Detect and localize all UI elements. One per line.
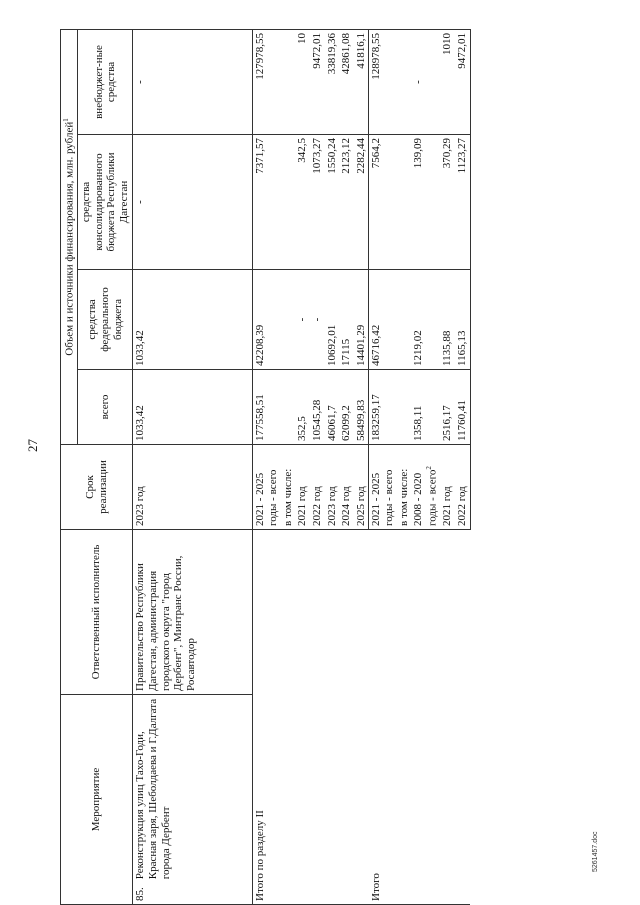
consolidated-cell (281, 135, 296, 270)
federal-cell (411, 270, 440, 370)
offbudget-cell (411, 29, 440, 134)
period-cell-text: 2024 год (340, 486, 353, 526)
consolidated-cell (339, 135, 354, 270)
funding-table (60, 29, 471, 905)
total-cell-text: 352,5 (296, 416, 309, 441)
offbudget-cell-text: 9472,01 (455, 32, 468, 69)
offbudget-cell (310, 29, 325, 134)
total-cell (281, 370, 296, 445)
total-cell (369, 370, 397, 445)
period-cell-text: 2008 - 2020 годы - всего (412, 469, 439, 526)
federal-cell (397, 270, 412, 370)
grand-total-label: Итого (369, 530, 470, 905)
period-cell (295, 445, 310, 530)
total-cell (253, 370, 281, 445)
federal-cell-text: 46716,42 (370, 324, 383, 366)
period-cell-text: в том числе: (281, 468, 294, 526)
offbudget-cell (354, 29, 369, 134)
offbudget-cell (440, 29, 455, 134)
period-cell-text: 2022 год (310, 486, 323, 526)
offbudget-cell (369, 29, 397, 134)
consolidated-cell-text: 1073,27 (310, 138, 323, 174)
offbudget-cell-text: 128978,55 (370, 32, 383, 80)
offbudget-cell-text: 41816,1 (354, 32, 367, 69)
federal-cell-text: 1219,02 (412, 330, 425, 366)
offbudget-cell (253, 29, 281, 134)
federal-cell-text: 42208,39 (254, 324, 267, 366)
consolidated-cell-text: 139,09 (412, 138, 425, 169)
consolidated-cell-text: 7371,57 (254, 138, 267, 174)
federal-cell-text: - (310, 317, 323, 322)
consolidated-cell (411, 135, 440, 270)
consolidated-cell-text: 2123,12 (340, 138, 353, 174)
consolidated-cell: - (133, 135, 253, 270)
event-name: Реконструкция улиц Тахо-Годи, Красная заря, Шеболдаева и Г.Далгата города Дербент (134, 698, 172, 880)
consolidated-cell (455, 135, 470, 270)
federal-cell (325, 270, 340, 370)
total-cell (455, 370, 470, 445)
consolidated-cell (354, 135, 369, 270)
total-cell-text: 58499,83 (354, 399, 367, 441)
total-cell-text: 10545,28 (310, 399, 323, 441)
offbudget-cell (281, 29, 296, 134)
federal-cell (455, 270, 470, 370)
consolidated-cell (440, 135, 455, 270)
offbudget-cell-text: 10 (296, 32, 309, 44)
total-cell (310, 370, 325, 445)
period-cell-text: 2021 год (296, 486, 309, 526)
offbudget-cell (325, 29, 340, 134)
total-cell-text: 177558,51 (254, 394, 267, 441)
consolidated-cell-text: 1123,27 (455, 138, 468, 174)
period-cell (310, 445, 325, 530)
federal-cell-text: 17115 (340, 338, 353, 366)
total-cell (440, 370, 455, 445)
federal-cell (281, 270, 296, 370)
header-funding-text: Объем и источники финансирования, млн. рублей (63, 121, 76, 356)
section-2-summary (253, 29, 369, 904)
offbudget-cell-text: - (412, 80, 425, 84)
total-cell-text: 183259,17 (370, 394, 383, 441)
total-cell (325, 370, 340, 445)
period-cell (354, 445, 369, 530)
period-cell (411, 445, 440, 530)
federal-cell: 1033,42 (133, 270, 253, 370)
funding-table-sheet (60, 30, 580, 905)
table-row-85 (133, 29, 253, 904)
period-footnote: 2 (424, 466, 433, 470)
period-cell-text: 2021 год (441, 486, 454, 526)
header-executor: Ответственный исполнитель (61, 530, 133, 695)
total-cell-text: 2516,17 (441, 405, 454, 441)
offbudget-cell (295, 29, 310, 134)
offbudget-cell-text: 9472,01 (310, 32, 323, 69)
header-period: Срок реализации (61, 445, 133, 530)
event-cell (133, 695, 253, 905)
header-funding (61, 29, 78, 444)
federal-cell (253, 270, 281, 370)
period-cell (325, 445, 340, 530)
period-cell-text: в том числе: (397, 468, 410, 526)
document-reference: 5261457.doc (592, 831, 599, 872)
period-cell (281, 445, 296, 530)
total-cell (411, 370, 440, 445)
section-2-row (253, 29, 281, 904)
offbudget-cell-text: 1010 (441, 32, 454, 55)
offbudget-cell-text: 127978,55 (254, 32, 267, 80)
total-cell (295, 370, 310, 445)
federal-cell (295, 270, 310, 370)
header-event: Мероприятие (61, 695, 133, 905)
header-offbudget: внебюджет-ные средства (78, 29, 133, 134)
period-cell-text: 2025 год (354, 486, 367, 526)
period-cell (455, 445, 470, 530)
offbudget-cell (397, 29, 412, 134)
consolidated-cell-text: 342,5 (296, 138, 309, 163)
consolidated-cell-text: 370,29 (441, 138, 454, 169)
offbudget-cell-text: 33819,36 (325, 32, 338, 75)
total-cell (339, 370, 354, 445)
federal-cell (310, 270, 325, 370)
period-cell (253, 445, 281, 530)
period-cell (339, 445, 354, 530)
total-cell (397, 370, 412, 445)
federal-cell-text: 14401,29 (354, 324, 367, 366)
federal-cell-text: 1135,88 (441, 330, 454, 366)
total-cell-text: 62099,2 (340, 405, 353, 441)
federal-cell (354, 270, 369, 370)
row-number: 85. (134, 887, 147, 901)
offbudget-cell (455, 29, 470, 134)
consolidated-cell-text: 7564,2 (370, 138, 383, 169)
consolidated-cell (310, 135, 325, 270)
consolidated-cell-text: 2282,44 (354, 138, 367, 174)
period-cell-text: 2023 год (325, 486, 338, 526)
period-cell-text: 2021 - 2025 годы - всего (254, 469, 279, 526)
consolidated-cell (369, 135, 397, 270)
total-cell-text: 11760,41 (455, 400, 468, 441)
total-cell (354, 370, 369, 445)
federal-cell-text: 10692,01 (325, 324, 338, 366)
page-number: 27 (25, 439, 40, 452)
period-cell (369, 445, 397, 530)
header-consolidated: средства консолидированного бюджета Республики Дагестан (78, 135, 133, 270)
header-funding-footnote: 1 (62, 118, 70, 122)
period-cell-text: 2021 - 2025 годы - всего (370, 469, 396, 526)
consolidated-cell (397, 135, 412, 270)
federal-cell (339, 270, 354, 370)
header-total: всего (78, 370, 133, 445)
offbudget-cell: - (133, 29, 253, 134)
period-cell (440, 445, 455, 530)
federal-cell-text: 1165,13 (455, 330, 468, 366)
grand-total-row (369, 29, 397, 904)
offbudget-cell (339, 29, 354, 134)
executor-cell: Правительство Республики Дагестан, администрация городского округа "город Дербент", Минтранс России, Росавтодор (133, 530, 253, 695)
period-cell (397, 445, 412, 530)
grand-total-summary (369, 29, 470, 904)
period-cell-text: 2022 год (455, 486, 468, 526)
consolidated-cell (325, 135, 340, 270)
consolidated-cell (295, 135, 310, 270)
federal-cell-text: - (296, 317, 309, 322)
consolidated-cell (253, 135, 281, 270)
consolidated-cell-text: 1550,24 (325, 138, 338, 174)
total-cell-text: 46061,7 (325, 405, 338, 441)
header-federal: средства федерального бюджета (78, 270, 133, 370)
section-2-label: Итого по разделу II (253, 530, 369, 905)
period-cell: 2023 год (133, 445, 253, 530)
total-cell: 1033,42 (133, 370, 253, 445)
total-cell-text: 1358,11 (412, 405, 425, 441)
federal-cell (369, 270, 397, 370)
federal-cell (440, 270, 455, 370)
offbudget-cell-text: 42861,08 (340, 32, 353, 75)
